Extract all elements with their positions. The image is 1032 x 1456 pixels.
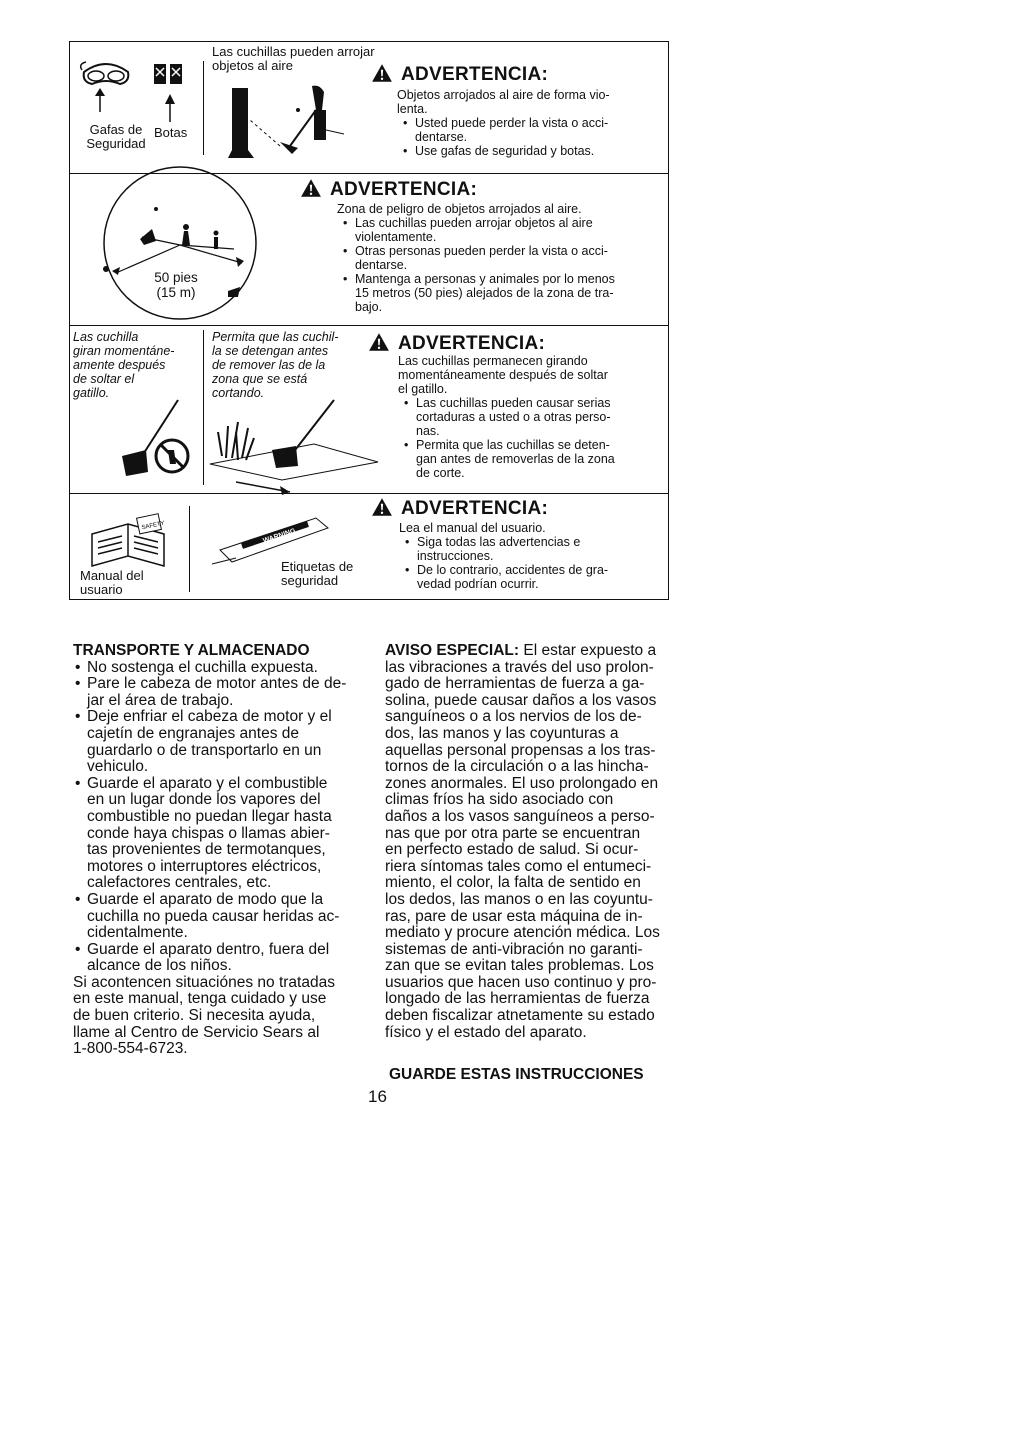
warning-bullet: • Siga todas las advertencias e instrucciones. xyxy=(417,535,659,563)
warning-title: ADVERTENCIA: xyxy=(371,497,548,520)
manual-cover-text: SAFETY xyxy=(141,520,166,532)
divider xyxy=(70,325,668,326)
safety-goggles-icon xyxy=(80,58,132,118)
warning-bullet: • Permita que las cuchillas se deten- gan antes de removerlas de la zona de corte. xyxy=(416,438,658,480)
tree-trimmer-illustration xyxy=(220,80,350,160)
section-heading: TRANSPORTE Y ALMACENADO xyxy=(73,642,310,659)
boots-label: Botas xyxy=(154,125,188,140)
warning-title: ADVERTENCIA: xyxy=(300,178,477,201)
warning-text: Objetos arrojados al aire de forma vio- lenta. xyxy=(397,88,610,116)
wait-for-stop-caption: Permita que las cuchil- la se detengan antes de remover las de la zona que se está cortando. xyxy=(212,330,339,400)
list-item: • Guarde el aparato y el combustible en un lugar donde los vapores del combustible no puedan llegar hasta conde haya chispas o llamas abier- tas provenientes de termotanques, motores o interruptores eléctricos, calefactores centrales, etc. xyxy=(87,776,373,892)
warning-text: Lea el manual del usuario. xyxy=(399,521,546,535)
warning-text: Las cuchillas permanecen girando momentáneamente después de soltar el gatillo. xyxy=(398,354,608,396)
warning-bullet: • Usted puede perder la vista o acci- dentarse. xyxy=(415,116,657,144)
special-notice-label: AVISO ESPECIAL: xyxy=(385,642,520,659)
list-item: • Deje enfriar el cabeza de motor y el cajetín de engranajes antes de guardarlo o de transportarlo en un vehiculo. xyxy=(87,709,373,775)
divider xyxy=(203,330,204,485)
operator-manual-icon xyxy=(88,514,168,572)
divider xyxy=(70,173,668,174)
closing-paragraph: Si acontencen situaciónes no tratadas en este manual, tenga cuidado y use de buen criterio. Si necesita ayuda, llame al Centro de Servicio Sears al 1-800-554-6723. xyxy=(73,973,335,1058)
list-item: • No sostenga el cuchilla expuesta. xyxy=(87,660,373,677)
warning-text: Zona de peligro de objetos arrojados al aire. xyxy=(337,202,582,216)
warning-bullet: • Las cuchillas pueden causar serias cortaduras a usted o a otras perso- nas. xyxy=(416,396,658,438)
warning-body xyxy=(337,202,657,314)
warning-bullet: • Use gafas de seguridad y botas. xyxy=(415,144,657,158)
transport-storage-section xyxy=(73,643,373,1058)
warning-title: ADVERTENCIA: xyxy=(371,63,548,86)
warning-triangle-icon xyxy=(371,63,393,83)
warning-body xyxy=(397,88,657,158)
list-item: • Pare le cabeza de motor antes de de- jar el área de trabajo. xyxy=(87,676,373,709)
save-instructions: GUARDE ESTAS INSTRUCCIONES xyxy=(389,1066,644,1083)
decal-text: WARNING xyxy=(262,527,297,545)
thrown-objects-caption: Las cuchillas pueden arrojar objetos al aire xyxy=(212,44,375,73)
blade-coast-caption: Las cuchilla giran momentáne- amente después de soltar el gatillo. xyxy=(73,330,175,400)
warning-triangle-icon xyxy=(300,178,322,198)
warning-bullet: • De lo contrario, accidentes de gra- vedad podrían ocurrir. xyxy=(417,563,659,591)
warning-triangle-icon xyxy=(368,332,390,352)
list-item: • Guarde el aparato de modo que la cuchilla no pueda causar heridas ac- cidentalmente. xyxy=(87,892,373,942)
distance-label: 50 pies (15 m) xyxy=(154,270,198,300)
list-item: • Guarde el aparato dentro, fuera del alcance de los niños. xyxy=(87,942,373,975)
divider xyxy=(189,506,190,592)
warning-triangle-icon xyxy=(371,497,393,517)
safety-boots-icon xyxy=(150,62,190,126)
warning-bullet: • Otras personas pueden perder la vista o acci- dentarse. xyxy=(355,244,657,272)
divider xyxy=(203,61,204,155)
warning-body xyxy=(398,354,658,480)
trimmer-no-touch-illustration xyxy=(112,398,202,482)
grass-cutting-illustration xyxy=(206,398,382,496)
goggles-label: Gafas de Seguridad xyxy=(86,122,146,151)
warning-bullet: • Las cuchillas pueden arrojar objetos al aire violentamente. xyxy=(355,216,657,244)
warning-body xyxy=(399,521,659,591)
manual-label: Manual del usuario xyxy=(80,568,144,597)
warning-title: ADVERTENCIA: xyxy=(368,332,545,355)
special-notice-paragraph xyxy=(385,643,675,1041)
special-notice-section xyxy=(385,643,675,1041)
page-number: 16 xyxy=(368,1087,387,1106)
special-notice-text: El estar expuesto a las vibraciones a través del uso prolon- gado de herramientas de fuerza a ga- solina, puede causar daños a los vasos sanguíneos o a los nervios de los de- dos, las manos y las coyunturas a aquellas personal propensas a los tras- tornos de la circulación o a las hincha- zones anormales. El uso prolongado en climas fríos ha sido asociado con daños a los vasos sanguíneos a perso- nas que por otra parte se encuentran en perfecto estado de salud. Si ocur- riera síntomas tales como el entumeci- miento, el color, la falta de sentido en los dedos, las manos o en las coyuntu- ras, pare de usar esta máquina de in- mediato y procure atención médica. Los sistemas de anti-vibración no garanti- zan que se evitan tales problemas. Los usuarios que hacen uso continuo y pro- longado de las herramientas de fuerza deben fiscalizar atnetamente su estado físico y el estado del aparato. xyxy=(385,642,660,1041)
warning-bullet: • Mantenga a personas y animales por lo menos 15 metros (50 pies) alejados de la zona de tra- bajo. xyxy=(355,272,657,314)
safety-labels-label: Etiquetas de seguridad xyxy=(281,559,354,588)
